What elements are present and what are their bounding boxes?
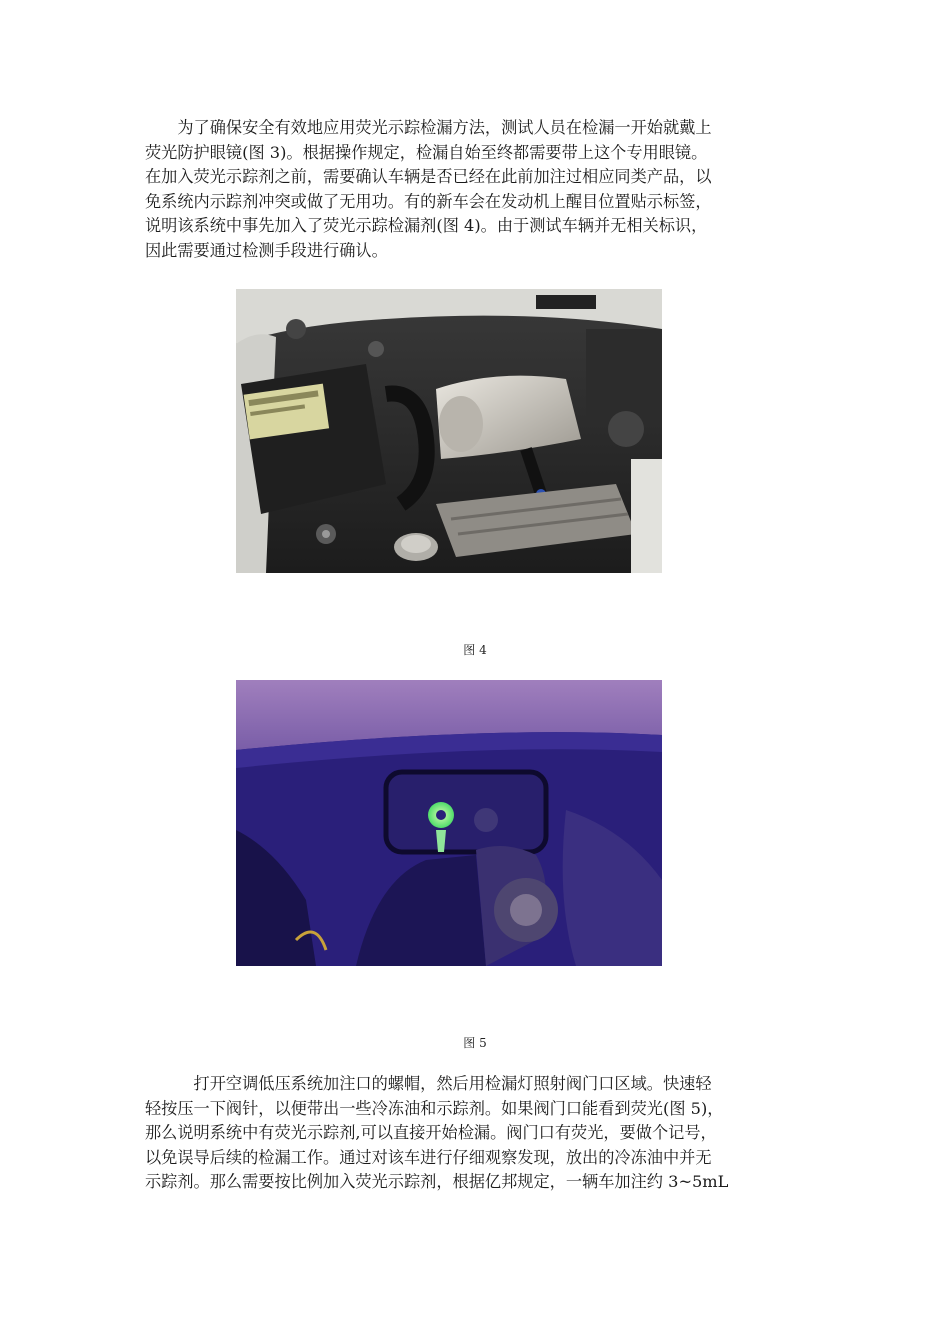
text-line: 以免误导后续的检漏工作。通过对该车进行仔细观察发现，放出的冷冻油中并无	[145, 1147, 712, 1167]
text-line: 那么说明系统中有荧光示踪剂,可以直接开始检漏。阀门口有荧光，要做个记号，	[145, 1123, 717, 1143]
figure-5-caption: 图 5	[463, 1036, 487, 1050]
text-line: 轻按压一下阀针，以便带出一些冷冻油和示踪剂。如果阀门口能看到荧光(图 5)，	[145, 1098, 724, 1118]
uv-fluorescence-photo	[236, 680, 662, 966]
engine-bay-photo	[236, 289, 662, 573]
text-line: 荧光防护眼镜(图 3)。根据操作规定，检漏自始至终都需要带上这个专用眼镜。	[145, 142, 708, 162]
text-line: 说明该系统中事先加入了荧光示踪检漏剂(图 4)。由于测试车辆并无相关标识，	[145, 216, 708, 236]
text-line: 在加入荧光示踪剂之前，需要确认车辆是否已经在此前加注过相应同类产品，以	[145, 167, 712, 187]
text-line: 示踪剂。那么需要按比例加入荧光示踪剂，根据亿邦规定，一辆车加注约 3~5mL	[145, 1172, 729, 1192]
text-line: 免系统内示踪剂冲突或做了无用功。有的新车会在发动机上醒目位置贴示标签，	[145, 191, 712, 211]
text-line: 为了确保安全有效地应用荧光示踪检漏方法，测试人员在检漏一开始就戴上	[145, 118, 712, 137]
intro-paragraph	[145, 116, 810, 264]
text-line: 因此需要通过检测手段进行确认。	[145, 240, 388, 260]
text-line: 打开空调低压系统加注口的螺帽，然后用检漏灯照射阀门口区域。快速轻	[145, 1074, 712, 1093]
figure-4-caption: 图 4	[463, 643, 487, 657]
procedure-paragraph	[145, 1072, 810, 1195]
